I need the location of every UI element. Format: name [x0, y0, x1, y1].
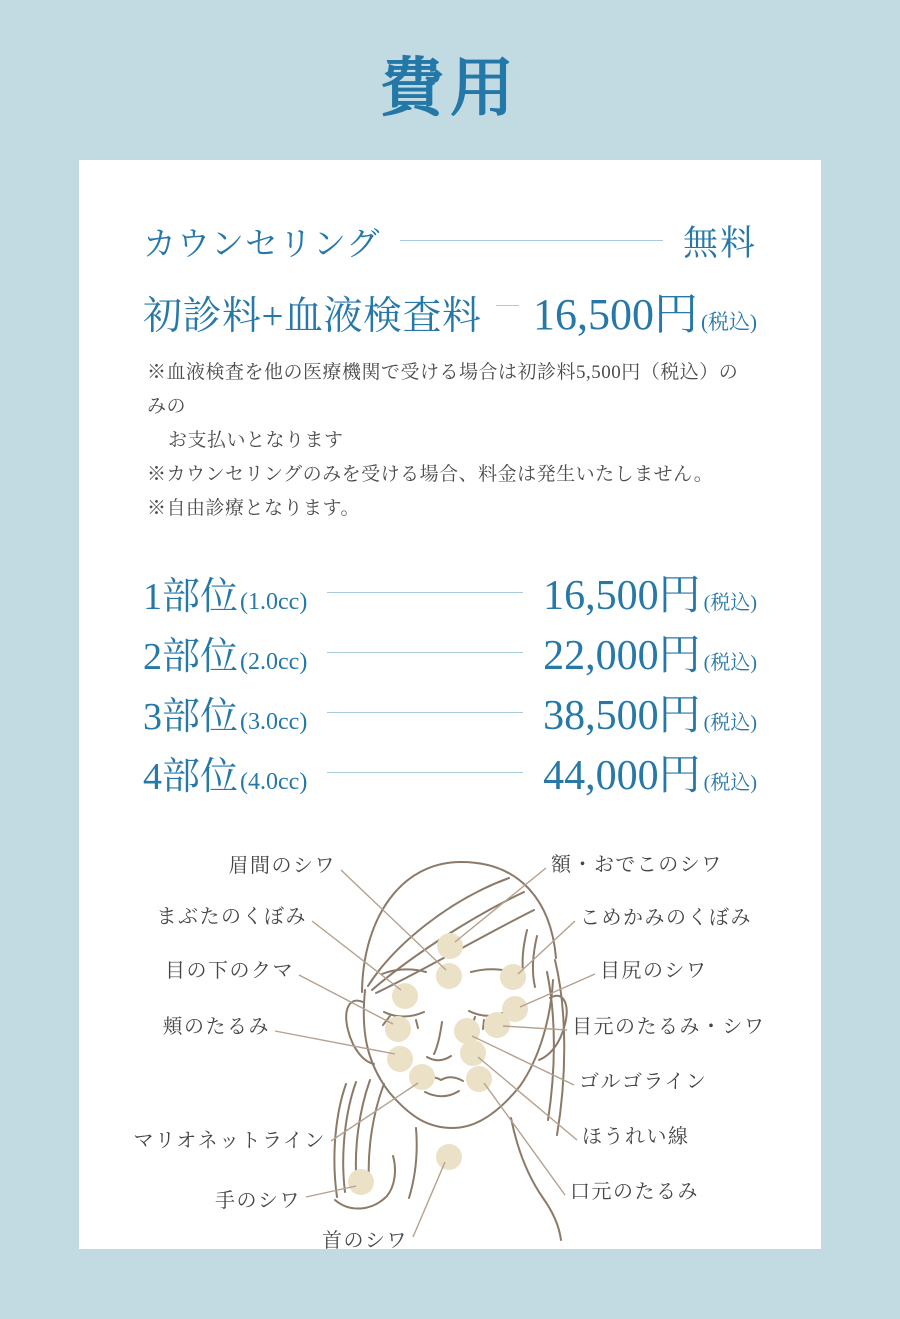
area-count: 2部位: [143, 636, 239, 678]
area-count-label: [143, 745, 307, 800]
tax-included-note: (税込): [703, 712, 757, 734]
first-visit-fee-row: [143, 278, 757, 339]
volume-label: (2.0cc): [240, 649, 308, 675]
area-price: [543, 562, 757, 622]
page-title: 費用: [380, 53, 520, 124]
area-count: 3部位: [143, 696, 239, 738]
label-eyelid-hollow: まぶたのくぼみ: [156, 906, 307, 928]
label-crow-feet: 目尻のシワ: [600, 960, 708, 982]
note-line: ※カウンセリングのみを受ける場合、料金は発生いたしません。: [147, 464, 714, 485]
label-hand-wrinkles: 手のシワ: [215, 1190, 301, 1212]
volume-label: (3.0cc): [240, 709, 308, 735]
dot-nasolabial: [460, 1040, 486, 1066]
leader-line: [327, 712, 523, 713]
face-treatment-diagram: [79, 840, 821, 1285]
price-row-2-areas: [143, 622, 757, 682]
dot-golgo-line: [454, 1018, 480, 1044]
label-under-eye-circles: 目の下のクマ: [165, 960, 294, 982]
label-cheek-sagging: 頬のたるみ: [162, 1016, 270, 1038]
price-row-3-areas: [143, 682, 757, 742]
dot-eye-area: [484, 1012, 510, 1038]
label-neck-wrinkles: 首のシワ: [322, 1230, 408, 1252]
first-visit-label: 初診料+血液検査料: [143, 295, 482, 338]
price-amount: 16,500円: [543, 573, 701, 619]
dot-temple: [500, 964, 526, 990]
area-price: [543, 682, 757, 742]
area-count: 1部位: [143, 576, 239, 618]
counseling-label: カウンセリング: [143, 227, 381, 263]
price-amount: 22,000円: [543, 633, 701, 679]
price-row-4-areas: [143, 742, 757, 802]
label-temple-hollow: こめかみのくぼみ: [580, 907, 752, 929]
volume-label: (1.0cc): [240, 589, 308, 615]
dot-cheek: [387, 1046, 413, 1072]
tax-included-note: (税込): [703, 772, 757, 794]
tax-included-note: (税込): [701, 310, 757, 334]
label-forehead-wrinkles: 額・おでこのシワ: [551, 854, 723, 876]
counseling-fee-row: [143, 216, 757, 264]
dot-hand: [348, 1169, 374, 1195]
area-count: 4部位: [143, 756, 239, 798]
price-amount: 16,500円: [533, 290, 698, 339]
note-line: ※血液検査を他の医療機関で受ける場合は初診料5,500円（税込）のみの: [147, 362, 739, 417]
area-count-label: [143, 625, 307, 680]
label-nasolabial-folds: ほうれい線: [582, 1126, 690, 1148]
leader-line: [327, 772, 523, 773]
dot-glabella: [436, 963, 462, 989]
price-amount: 44,000円: [543, 753, 701, 799]
volume-label: (4.0cc): [240, 769, 308, 795]
area-price: [543, 742, 757, 802]
first-visit-price: [533, 278, 757, 342]
area-price: [543, 622, 757, 682]
area-count-label: [143, 565, 307, 620]
dot-forehead: [437, 933, 463, 959]
area-count-label: [143, 685, 307, 740]
dot-under-eye: [385, 1016, 411, 1042]
dot-neck: [436, 1144, 462, 1170]
price-amount: 38,500円: [543, 693, 701, 739]
leader-line: [327, 652, 523, 653]
pricing-card: [79, 160, 821, 1252]
tax-included-note: (税込): [703, 652, 757, 674]
leader-line: [327, 592, 523, 593]
notes-list: [147, 356, 757, 526]
price-list: [143, 562, 757, 802]
note-line: お支払いとなります: [168, 430, 344, 451]
tax-included-note: (税込): [703, 592, 757, 614]
label-golgo-line: ゴルゴライン: [579, 1071, 708, 1093]
leader-line: [400, 240, 663, 241]
label-eye-area-sagging: 目元のたるみ・シワ: [572, 1016, 766, 1038]
price-row-1-area: [143, 562, 757, 622]
leader-line: [496, 305, 520, 306]
label-mouth-area-sagging: 口元のたるみ: [570, 1181, 699, 1203]
note-line: ※自由診療となります。: [147, 498, 360, 519]
label-marionette-lines: マリオネットライン: [133, 1130, 326, 1152]
counseling-price: 無料: [682, 224, 757, 263]
label-glabella-wrinkles: 眉間のシワ: [228, 855, 336, 877]
